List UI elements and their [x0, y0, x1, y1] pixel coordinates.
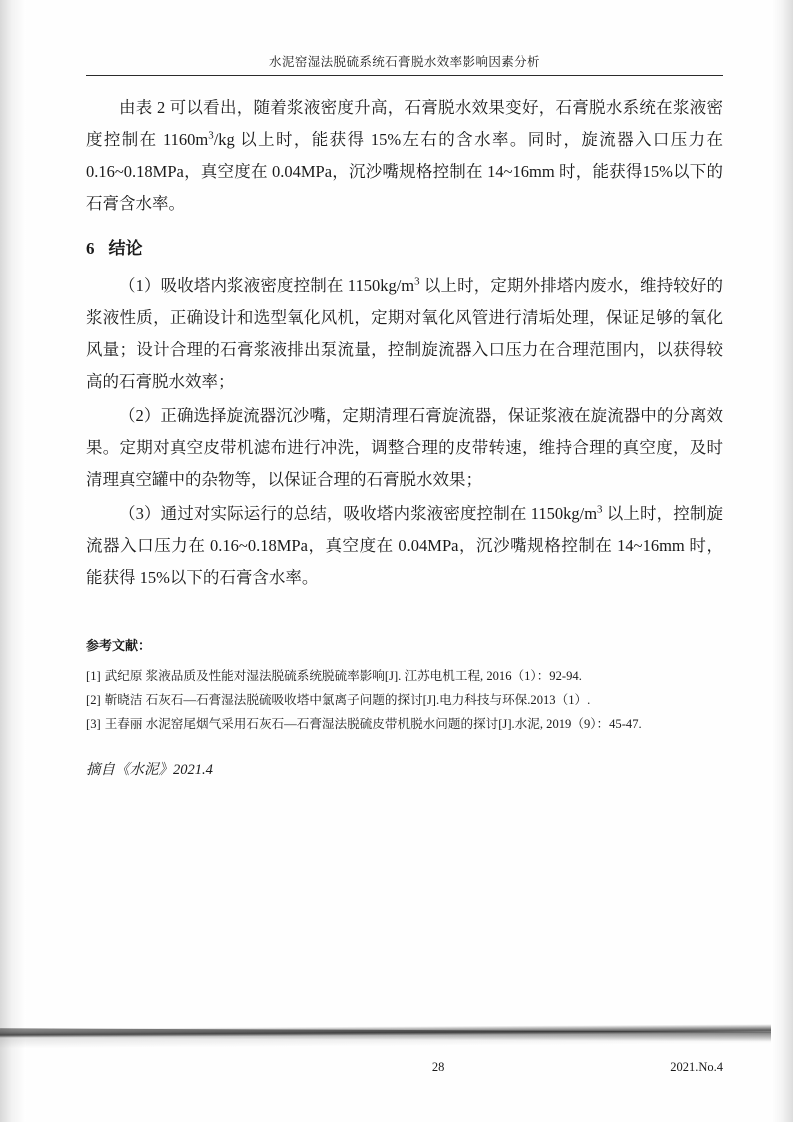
reference-number: [2] [86, 693, 101, 707]
page-footer [86, 1060, 723, 1075]
reference-item [86, 664, 723, 688]
reference-item [86, 712, 723, 736]
reference-text: 武纪原 浆液品质及性能对湿法脱硫系统脱硫率影响[J]. 江苏电机工程, 2016（1）：92-94. [104, 669, 582, 683]
conclusion-text: （2）正确选择旋流器沉沙嘴，定期清理石膏旋流器，保证浆液在旋流器中的分离效果。定期对真空皮带机滤布进行冲洗，调整合理的皮带转速，维持合理的真空度，及时清理真空罐中的杂物等，以保证合理的石膏脱水效果； [86, 406, 723, 489]
section-title: 结论 [108, 239, 143, 258]
reference-text: 靳晓洁 石灰石—石膏湿法脱硫吸收塔中氯离子问题的探讨[J].电力科技与环保.2013（1）. [104, 693, 591, 707]
source-line: 摘自《水泥》2021.4 [86, 762, 213, 778]
conclusion-item-1 [86, 270, 723, 398]
conclusion-item-2 [86, 400, 723, 496]
page-content [86, 52, 723, 779]
references-title: 参考文献： [86, 638, 152, 653]
scan-artifact-band-secondary [0, 1028, 793, 1041]
reference-number: [3] [86, 717, 101, 731]
conclusion-text: （1）吸收塔内浆液密度控制在 $1150kg/m^3$ 以上时，定期外排塔内废水，维持较好的浆液性质，正确设计和选型氧化风机，定期对氧化风管进行清垢处理，保证足够的氧化风量；设计合理的石膏浆液排出泵流量，控制旋流器入口压力在合理范围内，以获得较高的石膏脱水效率； [86, 275, 724, 391]
paragraph-intro [86, 92, 723, 220]
section-heading [86, 234, 723, 264]
conclusion-item-3 [86, 498, 723, 594]
footer-page-number: 28 [431, 1060, 445, 1074]
reference-number: [1] [86, 669, 101, 683]
footer-issue: 2021.No.4 [670, 1060, 723, 1074]
paragraph-text: 由表 2 可以看出，随着浆液密度升高，石膏脱水效果变好，石膏脱水系统在浆液密度控制在 $1160m^3/kg$ 以上时，能获得 15%左右的含水率。同时，旋流器入口压力在 0.16~0.18MPa，真空度在 0.04MPa，沉沙嘴规格控制在 14~16mm 时，能获得15%以下的石膏含水率。 [86, 98, 723, 213]
scan-artifact-band [0, 1016, 793, 1049]
references-block [86, 634, 723, 736]
conclusion-text: （3）通过对实际运行的总结，吸收塔内浆液密度控制在 $1150kg/m^3$ 以上时，控制旋流器入口压力在 0.16~0.18MPa，真空度在 0.04MPa，沉沙嘴规格控制在 14~16mm 时，能获得 15%以下的石膏含水率。 [86, 503, 723, 587]
section-number: 6 [86, 239, 95, 258]
reference-text: 王春丽 水泥窑尾烟气采用石灰石—石膏湿法脱硫皮带机脱水问题的探讨[J].水泥, 2019（9）：45-47. [104, 717, 642, 731]
reference-item [86, 688, 723, 712]
running-head: 水泥窑湿法脱硫系统石膏脱水效率影响因素分析 [86, 52, 723, 76]
body-text [86, 92, 723, 594]
